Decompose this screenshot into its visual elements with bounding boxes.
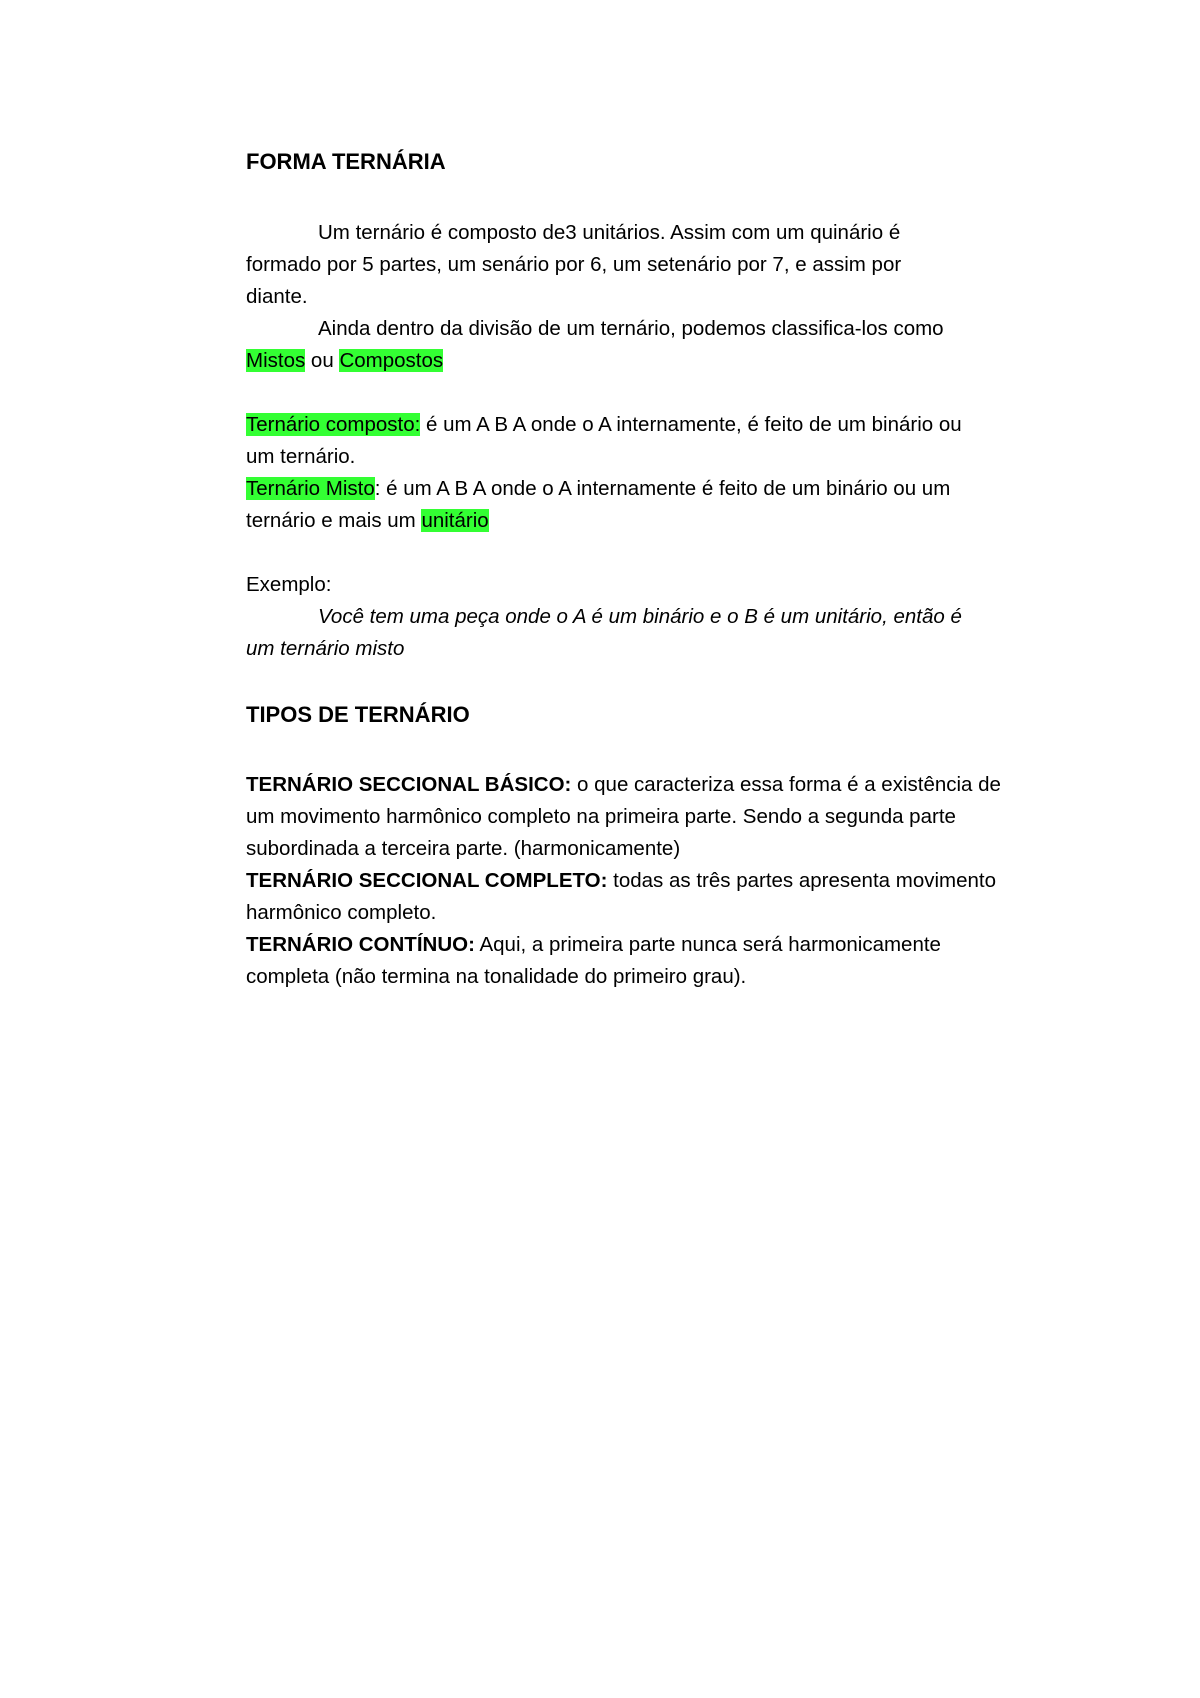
misto-line-2-text: ternário e mais um	[246, 509, 422, 532]
completo-definition: todas as três partes apresenta movimento	[607, 869, 996, 892]
basico-line-3: subordinada a terceira parte. (harmonicamente)	[246, 837, 681, 860]
connector-ou: ou	[305, 349, 340, 372]
highlight-ternario-composto: Ternário composto:	[246, 413, 421, 436]
exemplo-line-1: Você tem uma peça onde o A é um binário e o B é um unitário, então é	[318, 605, 962, 628]
composto-line-2: um ternário.	[246, 445, 356, 468]
intro-line-3: diante.	[246, 285, 308, 308]
completo-term: TERNÁRIO SECCIONAL COMPLETO:	[246, 869, 608, 892]
continuo-definition: Aqui, a primeira parte nunca será harmonicamente	[474, 933, 941, 956]
continuo-term: TERNÁRIO CONTÍNUO:	[246, 933, 475, 956]
section-title-tipos: TIPOS DE TERNÁRIO	[246, 702, 470, 727]
composto-definition: é um A B A onde o A internamente, é feito de um binário ou	[420, 413, 962, 436]
highlight-ternario-misto: Ternário Misto	[246, 477, 375, 500]
highlight-mistos: Mistos	[246, 349, 306, 372]
continuo-line-1	[246, 929, 941, 961]
continuo-line-2: completa (não termina na tonalidade do primeiro grau).	[246, 965, 747, 988]
basico-term: TERNÁRIO SECCIONAL BÁSICO:	[246, 773, 572, 796]
misto-line-2	[246, 505, 489, 537]
highlight-unitario: unitário	[421, 509, 489, 532]
intro-line-5	[246, 345, 443, 377]
intro-line-2: formado por 5 partes, um senário por 6, um setenário por 7, e assim por	[246, 253, 902, 276]
composto-line-1	[246, 409, 962, 441]
intro-line-4: Ainda dentro da divisão de um ternário, podemos classifica-los como	[318, 317, 944, 340]
exemplo-label: Exemplo:	[246, 573, 332, 596]
page-title: FORMA TERNÁRIA	[246, 149, 446, 174]
misto-definition: : é um A B A onde o A internamente é feito de um binário ou um	[374, 477, 951, 500]
misto-line-1	[246, 473, 950, 505]
basico-line-2: um movimento harmônico completo na primeira parte. Sendo a segunda parte	[246, 805, 956, 828]
completo-line-2: harmônico completo.	[246, 901, 437, 924]
intro-line-1: Um ternário é composto de3 unitários. Assim com um quinário é	[318, 221, 901, 244]
highlight-compostos: Compostos	[339, 349, 444, 372]
exemplo-line-2: um ternário misto	[246, 637, 405, 660]
completo-line-1	[246, 865, 996, 897]
basico-line-1	[246, 769, 1001, 801]
basico-definition: o que caracteriza essa forma é a existência de	[571, 773, 1001, 796]
